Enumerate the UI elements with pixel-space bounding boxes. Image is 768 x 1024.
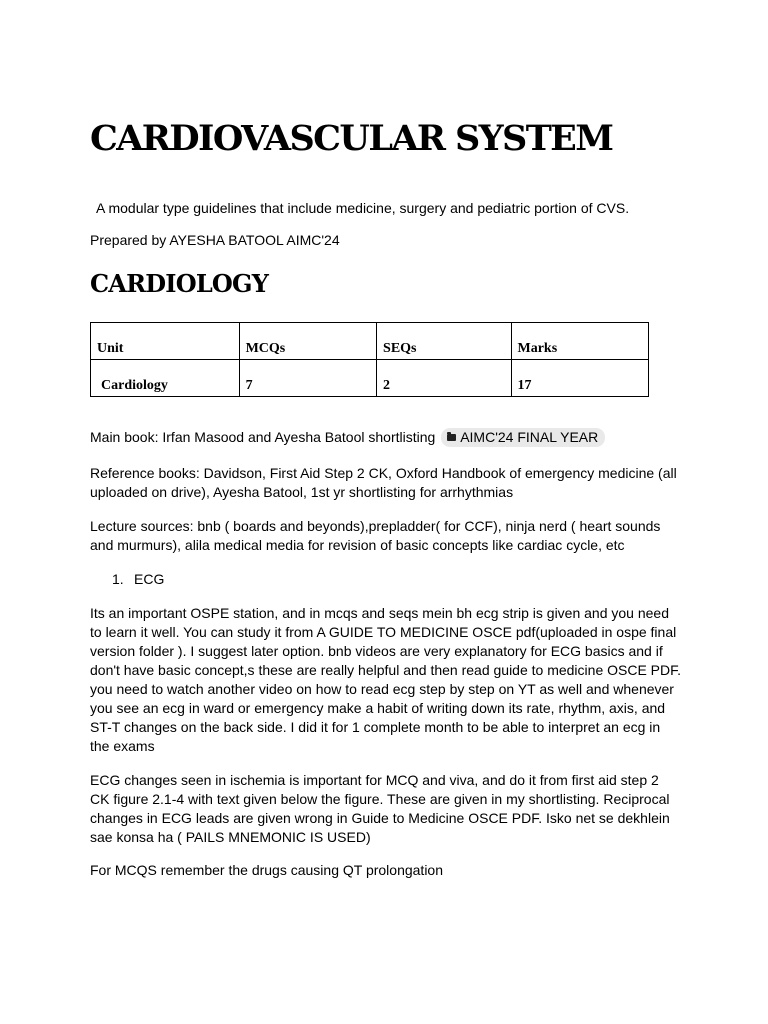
units-table	[90, 322, 649, 397]
table-header-cell: Marks	[511, 323, 649, 360]
prepared-by-line: Prepared by AYESHA BATOOL AIMC'24	[90, 232, 340, 248]
folder-chip[interactable]	[441, 428, 605, 447]
main-book-text: Main book: Irfan Masood and Ayesha Batool shortlisting	[90, 429, 436, 445]
table-cell: 7	[239, 360, 376, 397]
table-cell: 2	[377, 360, 511, 397]
list-item-label: ECG	[134, 571, 165, 587]
document-title: CARDIOVASCULAR SYSTEM	[90, 118, 613, 159]
ecg-paragraph: Its an important OSPE station, and in mcqs and seqs mein bh ecg strip is given and you need to learn it well. You can study it from A GUIDE TO MEDICINE OSCE pdf(uploaded in ospe final version folder ). I suggest later option. bnb videos are very explanatory for ECG basics and if don't have basic concept,s these are really helpful and then read guide to medicine OSCE PDF. you need to watch another video on how to read ecg step by step on YT as well and whenever you see an ecg in ward or emergency make a habit of writing down its rate, rhythm, axis, and ST-T changes on the back side. I did it for 1 complete month to be able to interpret an ecg in the exams	[90, 605, 682, 754]
numbered-list	[112, 570, 164, 589]
section-heading-cardiology: CARDIOLOGY	[90, 269, 269, 298]
reference-books-paragraph: Reference books: Davidson, First Aid Step 2 CK, Oxford Handbook of emergency medicine (all uploaded on drive), Ayesha Batool, 1st yr shortlisting for arrhythmias	[90, 465, 677, 500]
folder-chip-label: AIMC'24 FINAL YEAR	[460, 429, 599, 445]
lecture-sources-paragraph: Lecture sources: bnb ( boards and beyonds),prepladder( for CCF), ninja nerd ( heart sounds and murmurs), alila medical media for revision of basic concepts like cardiac cycle, etc	[90, 518, 661, 553]
document-subtitle: A modular type guidelines that include medicine, surgery and pediatric portion of CVS.	[96, 200, 630, 216]
table-cell: Cardiology	[91, 360, 240, 397]
table-row	[91, 360, 649, 397]
main-book-line	[90, 428, 682, 447]
table-cell: 17	[511, 360, 649, 397]
list-item-number: 1.	[112, 571, 124, 587]
table-header-cell: Unit	[91, 323, 240, 360]
table-header-cell: SEQs	[377, 323, 511, 360]
folder-icon	[447, 434, 456, 441]
list-item	[112, 570, 164, 589]
table-header-cell: MCQs	[239, 323, 376, 360]
ischemia-paragraph: ECG changes seen in ischemia is important for MCQ and viva, and do it from first aid step 2 CK figure 2.1-4 with text given below the figure. These are given in my shortlisting. Reciprocal changes in ECG leads are given wrong in Guide to Medicine OSCE PDF. Isko net se dekhlein sae konsa ha ( PAILS MNEMONIC IS USED)	[90, 772, 670, 845]
qt-prolongation-line: For MCQS remember the drugs causing QT prolongation	[90, 862, 444, 878]
table-header-row	[91, 323, 649, 360]
